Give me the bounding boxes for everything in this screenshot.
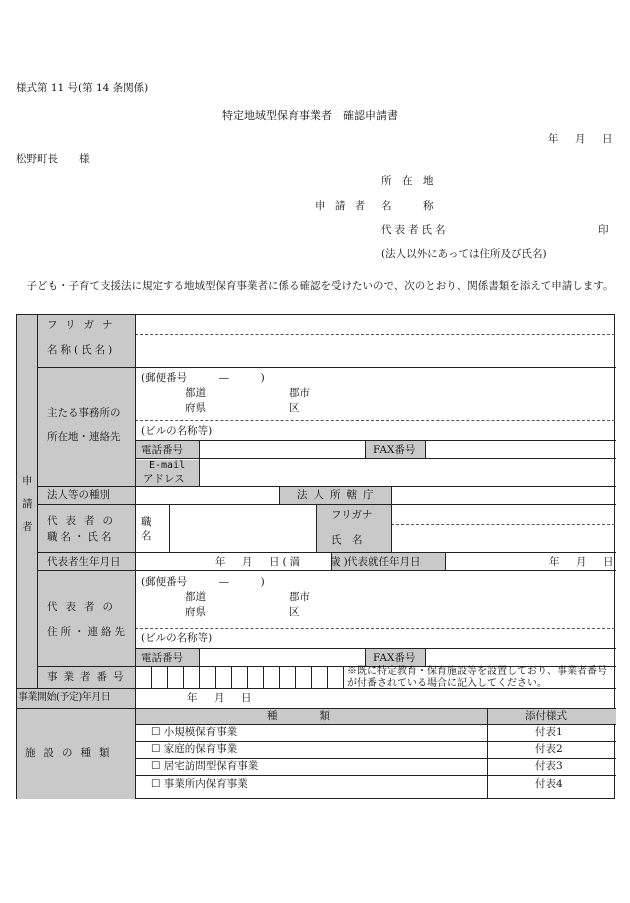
- jurisdiction-label: 法人所轄庁: [297, 489, 380, 501]
- rep-building-label: (ビルの名称等): [141, 632, 213, 644]
- fuken-label: 府県: [185, 402, 206, 414]
- applicant-vertical-1: 申: [22, 475, 33, 487]
- start-value: 年 月 日: [549, 556, 617, 568]
- document-title: 特定地域型保育事業者 確認申請書: [222, 109, 398, 122]
- rep-start-label: 代表就任年月日: [347, 556, 421, 568]
- rep-gunshi-label: 郡市: [289, 591, 310, 603]
- facility-type-label: 施設の種類: [25, 747, 118, 759]
- phone-label: 電話番号: [141, 444, 183, 456]
- rep-fuken-label: 府県: [185, 606, 206, 618]
- type-column-header: 種 類: [267, 710, 330, 722]
- rep-todo-label: 都道: [185, 591, 206, 603]
- building-label: (ビルの名称等): [141, 425, 213, 437]
- rep-birth-label: 代表者生年月日: [47, 556, 121, 568]
- representative-label: 代表者氏名: [381, 224, 449, 236]
- corp-note: (法人以外にあっては住所及び氏名): [381, 248, 547, 260]
- business-start-label: 事業開始(予定)年月日: [18, 692, 111, 703]
- rep-title-label-1: 代表者の: [47, 515, 121, 527]
- facility-option-workplace[interactable]: ☐ 事業所内保育事業: [151, 778, 248, 790]
- applicant-name-label: 名 称: [381, 200, 434, 212]
- facility-option-home-visit[interactable]: ☐ 居宅訪問型保育事業: [151, 760, 259, 772]
- shoku-label-1: 職: [141, 516, 152, 528]
- office-address-label-2: 所在地・連絡先: [47, 431, 121, 443]
- facility-option-home-based[interactable]: ☐ 家庭的保育事業: [151, 743, 238, 755]
- rep-title-label-2: 職名・氏名: [47, 531, 115, 543]
- application-form: [16, 314, 615, 799]
- office-address-label-1: 主たる事務所の: [47, 407, 121, 419]
- rep-postal-code-line: (郵便番号 — ): [141, 576, 265, 588]
- applicant-vertical-3: 者: [22, 521, 33, 533]
- business-number-note: ※既に特定教育・保育施設等を設置しており、事業者番号が付番されている場合に記入してください。: [347, 666, 607, 689]
- furigana-small-label: フリガナ: [331, 509, 373, 521]
- addressee: 松野町長 様: [16, 153, 90, 165]
- applicant-vertical-2: 請: [22, 498, 33, 510]
- applicant-address-label: 所 在 地: [381, 175, 434, 187]
- facility-attach-3: 付表3: [535, 760, 563, 772]
- email-label-2: アドレス: [143, 473, 185, 485]
- seal-mark: 印: [598, 224, 609, 236]
- facility-option-small-scale[interactable]: ☐ 小規模保育事業: [151, 726, 238, 738]
- rep-ku-label: 区: [289, 606, 300, 618]
- rep-address-label-1: 代表者の: [47, 601, 121, 613]
- rep-fax-label: FAX番号: [373, 652, 416, 664]
- shoku-label-2: 名: [141, 530, 152, 542]
- furigana-label: フリガナ: [47, 319, 121, 331]
- todo-label: 都道: [185, 387, 206, 399]
- application-statement: 子ども・子育て支援法に規定する地域型保育事業者に係る確認を受けたいので、次のとおり、関係書類を添えて申請します。: [16, 280, 614, 292]
- facility-attach-1: 付表1: [535, 726, 563, 738]
- rep-phone-label: 電話番号: [141, 652, 183, 664]
- business-number-label: 事業者番号: [47, 671, 130, 683]
- applicant-label: 申 請 者: [315, 200, 369, 212]
- date-line: 年 月 日: [548, 133, 616, 145]
- shimei-label: 氏 名: [331, 534, 363, 546]
- facility-attach-2: 付表2: [535, 743, 563, 755]
- ku-label: 区: [289, 402, 300, 414]
- name-label: 名称(氏名): [47, 344, 116, 356]
- rep-address-label-2: 住所・連絡先: [47, 626, 128, 638]
- postal-code-line: (郵便番号 — ): [141, 372, 265, 384]
- fax-label: FAX番号: [373, 444, 416, 456]
- email-label-1: E-mail: [149, 460, 186, 471]
- business-start-value: 年 月 日: [187, 692, 255, 704]
- form-number: 様式第 11 号(第 14 条関係): [16, 82, 149, 94]
- gunshi-label: 郡市: [289, 387, 310, 399]
- attach-column-header: 添付様式: [525, 710, 567, 722]
- corp-type-label: 法人等の種別: [47, 489, 110, 501]
- facility-attach-4: 付表4: [535, 778, 563, 790]
- birth-value: 年 月 日(満 歳): [215, 556, 351, 568]
